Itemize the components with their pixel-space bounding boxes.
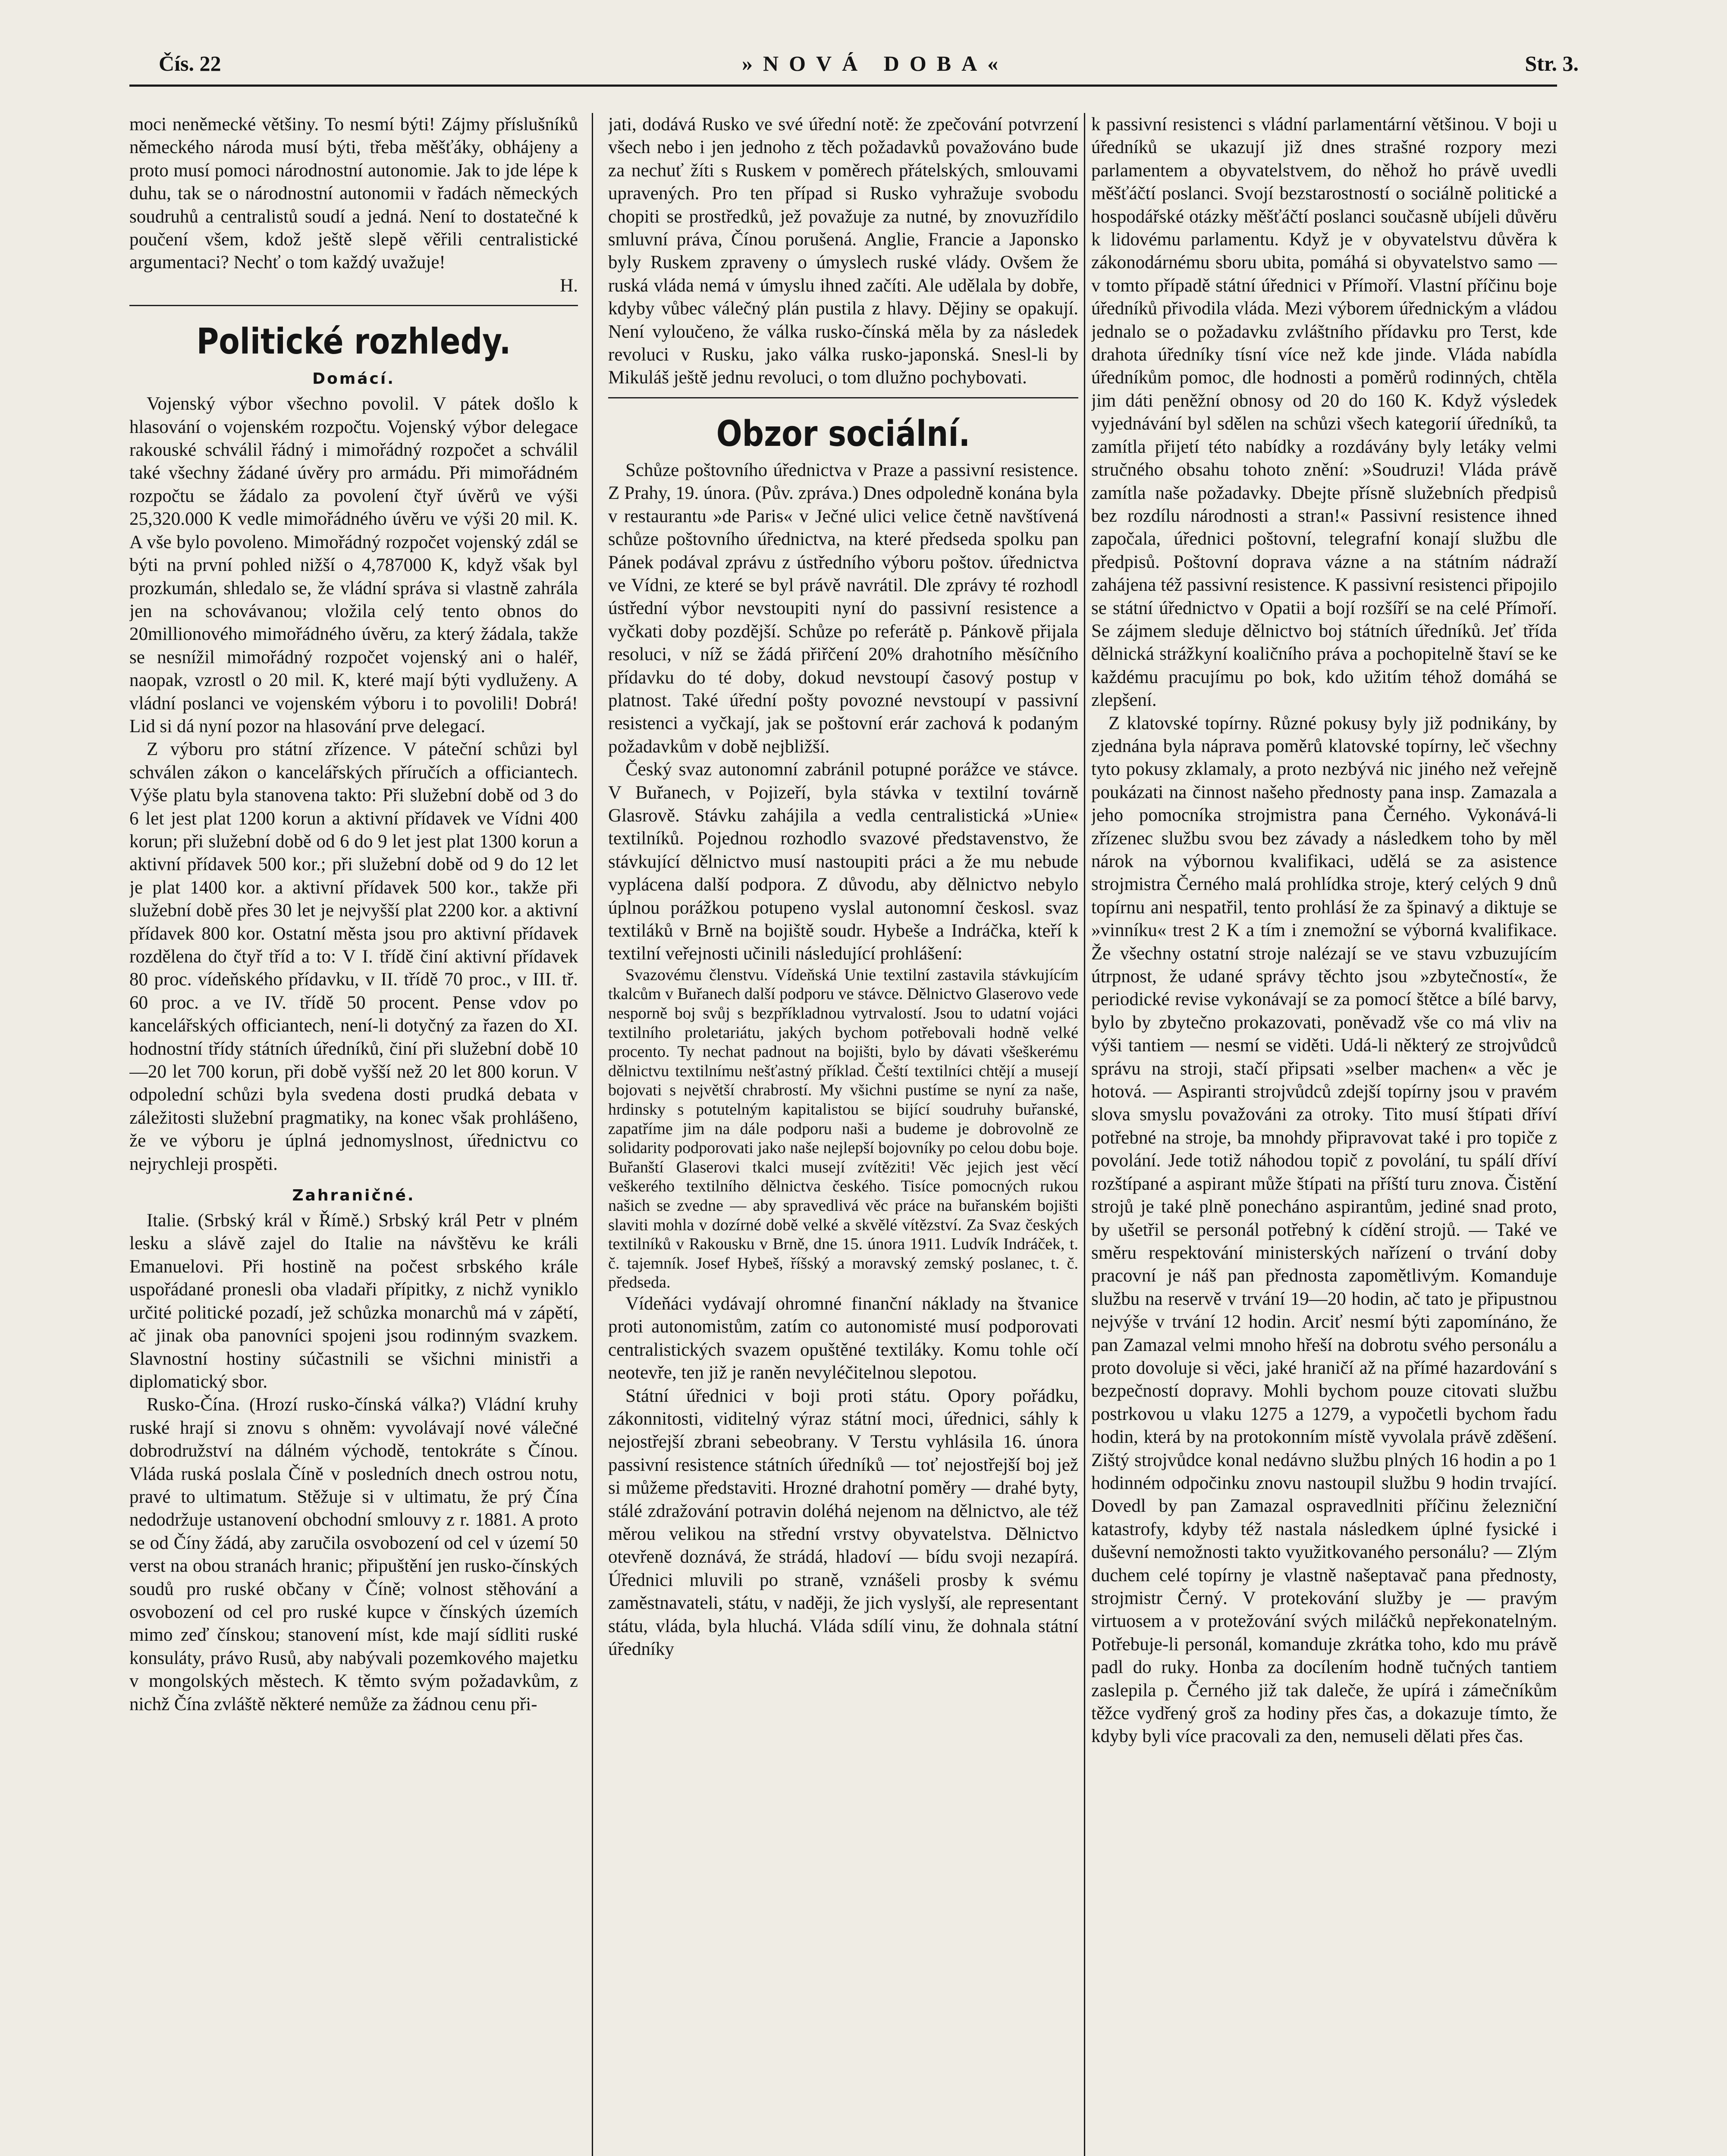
header-rule (129, 85, 1557, 87)
news-statni-zrizenci: Z výboru pro státní zřízence. V páteční schůzi byl schválen zákon o kancelářských příručích a officiantech. Výše platu byla stanovena takto: Při služební době od 3 do 6 let jest plat 1200 korun a aktivní přídavek ve Vídni 400 korun; při služební době od 6 do 9 let jest plat 1300 korun a aktivní přídavek 500 kor.; při služební době od 9 do 12 let je plat 1400 kor. a aktivní přídavek 500 kor., takže při služební době přes 30 let je nejvyšší plat 2200 kor. a aktivní přídavek 800 kor. Ostatní města jsou pro aktivní přídavek rozdělena do čtyř tříd a to: V I. třídě činí aktivní přídavek 80 proc. vídeňského přídavku, v II. třídě 70 proc., v III. tř. 60 proc. a ve IV. třídě 50 procent. Pense vdov po kancelářských officiantech, není-li dotyčný za řazen do XI. hodnostní třídy státních úředníků, činí při služební době 10—20 let 700 korun, při době vyšší než 20 let 800 korun. V odpolední schůzi byla svedena dosti prudká debata v záležitosti služební pragmatiky, na konec však prohlášeno, že ve výboru je úplná jednomyslnost, úřednictvu co nejrychleji prospěti. (129, 739, 578, 1174)
subsection-domaci: Domácí. (312, 370, 395, 388)
signature-text: H. (560, 275, 578, 296)
article-continuation: moci neněmecké většiny. To nesmí býti! Zájmy příslušníků německého národa musí býti, třeba měšťáky, obhájeny a proto musí pomoci národnostní autonomie. Jak to jde lépe k duhu, tak se o národnostní autonomii v řadách německých soudruhů a centralistů soudí a jedná. Není to dostatečné k poučení všem, kdož ještě slepě věřili centralistické argumentaci? Nechť o tom každý uvažuje! (129, 114, 578, 273)
section-title-politicke: Politické rozhledy. (196, 321, 511, 363)
section-rule (129, 305, 578, 306)
column-divider-1 (592, 113, 593, 2156)
news-rusko-cina: Rusko-Čína. (Hrozí rusko-čínská válka?) Vládní kruhy ruské hrají si znovu s ohněm: vyvolávají nové válečné dobrodružství na dálném východě, tentokráte s Čínou. Vláda ruská poslala Číně v posledních dnech ostrou notu, pravé to ultimatum. Stěžuje si v ultimatu, že prý Čína nedodržuje ustanovení obchodní smlouvy z r. 1881. A proto se od Číny žádá, aby zaručila osvobození od cel v území 50 verst na obou stranách hranic; připuštění jen rusko-čínských soudů pro ruské občany v Číně; volnost stěhování a osvobození od cel pro ruské kupce v čínských územích mimo zeď čínskou; stanovení míst, kde mají sídliti ruské konsuláty, právo Rusů, aby nabývali pozemkového majetku v mongolských městech. K těmto svým požadavkům, z nichž Čína zvláště některé nemůže za žádnou cenu při- (129, 1395, 578, 1714)
page-header (129, 51, 1583, 85)
news-vojensky-vybor: Vojenský výbor všechno povolil. V pátek došlo k hlasování o vojenském rozpočtu. Vojenský výbor delegace rakouské schválil řádný i mimořádný rozpočet a schválil také všechny žádané úvěry pro armádu. Při mimořádném rozpočtu se žádalo za povolení čtyř úvěrů ve výši 25,320.000 K vedle mimořádného úvěru ve výši 20 mil. K. A vše bylo povoleno. Mimořádný rozpočet vojenský zdál se býti na první pohled nižší o 4,787000 K, když však byl prozkumán, shledalo se, že vládní správa si vlastně zahrála jen na schovávanou; vložila celý tento obnos do 20millionového mimořádného úvěru, za který žádala, takže se nesnížil mimořádný rozpočet vojenský ani o haléř, naopak, vzrostl o 20 mil. K, které mají býti vydluženy. A vládní poslanci ve vojenském výboru i to povolili! Dobrá! Lid si dá nyní pozor na hlasování prve delegací. (129, 394, 578, 736)
news-cesky-svaz: Český svaz autonomní zabránil potupné porážce ve stávce. V Buřanech, v Pojizeří, byla stávka v textilní továrně Glasrově. Stávku zahájila a vedla centralistická »Unie« textilníků. Pojednou rozhodlo svazové představenstvo, že stávkující dělnictvo musí nastoupiti práci a že mu nebude vyplácena další podpora. Z důvodu, aby dělnictvo nebylo úplnou porážkou potupeno vyslal autonomní českosl. svaz textiláků v Brně na bojiště soudr. Hybeše a Indráčka, kteří k textilní veřejnosti učinili následující prohlášení: (608, 759, 1078, 964)
issue-number: Čís. 22 (159, 51, 221, 75)
news-postovni-urednictvo: Schůze poštovního úřednictva v Praze a passivní resistence. Z Prahy, 19. února. (Pův. zpráva.) Dnes odpoledně konána byla v restaurantu »de Paris« v Ječné ulici velice četně navštívená schůze poštovního úřednictva, na které předseda spolku pan Pánek podával zprávu z ústředního výboru poštov. úřednictva ve Vídni, ze které se byl právě navrátil. Dle zprávy té rozhodl ústřední výbor nevstoupiti nyní do passivní resistence a vyčkati doby pozdější. Schůze po referátě p. Pánkově přijala resoluci, v níž se žádá přiřčení 20% drahotního měsíčního přídavku do té doby, dokud nevstoupí časový postup v platnost. Také úřední pošty povozné nevstoupí v passivní resistenci a vyčkají, jak se poštovní erár zachová k podaným požadavkům v době nejbližší. (608, 460, 1078, 757)
news-klatovska-topirna: Z klatovské topírny. Různé pokusy byly již podnikány, by zjednána byla náprava poměrů klatovské topírny, leč všechny tyto pokusy zklamaly, a proto nezbývá nic jiného než veřejně poukázati na činnost našeho přednosty pana insp. Zamazala a jeho pomocníka strojmistra pana Černého. Vykonává-li zřízenec službu svou bez závady a následkem toho by měl nárok na výbornou kvalifikaci, udělá se za asistence strojmistra Černého malá prohlídka stroje, který celých 9 dnů topírnu ani nespatřil, tento prohlásí že za špinavý a diktuje se »vinníku« trest 2 K a tím i znemožní se výborná kvalifikace. Že všechny ostatní stroje nalézají se ve stavu vzbuzujícím útrpnost, že udané správy těchto jsou »zbytečností«, že periodické revise vykonávají se za pomocí štětce a bílé barvy, bylo by zbytečno prokazovati, poněvadž vše co má vliv na výši tantiem — nesmí se viděti. Udá-li některý ze strojvůdců správu na stroji, stačí připsati »selber machen« a věc je hotová. — Aspiranti strojvůdců zdejší topírny jsou v pravém slova smyslu považováni za otroky. Tito musí štípati dříví potřebné na stroje, ba mnohdy připravovat také i pro topiče z povolání. Jede totiž náhodou topič z povolání, tu spálí dříví rozštípané a aspirant může štípati na příští turu znova. Čistění strojů je také plně ponecháno aspirantům, jediné snad proto, by ušetřil se personál potřebný k cídění strojů. — Také ve směru respektování ministerských nařízení o trvání doby pracovní je náš pan přednosta zapomětlivým. Komanduje službu na reservě v trvání 19—20 hodin, ač tato je připustnou nejvýše v trvání 12 hodin. Arciť nesmí býti zapomínáno, že pan Zamazal velmi mnoho hřeší na dobrotu svého personálu a proto dovoluje si věci, jaké hraničí až na přímé hazardování s bezpečností dopravy. Mohli bychom pouze citovati službu postrkovou u vlaku 1275 a 1279, a vypočetli bychom řadu hodin, která by na protokonním místě vyvolala právě zděšení. Zištý strojvůdce konal nedávno službu plných 16 hodin a po 1 hodinném odpočinku znovu nastoupil službu 9 hodin trvající. Dovedl by pan Zamazal ospravedlniti příčinu železniční katastrofy, kdyby též nastala následkem úplné fysické i duševní nemožnosti takto využitkovaného personálu? — Zlým duchem celé topírny je vlastně našeptavač pana přednosty, strojmistr Černý. V protekování služby je — pravým virtuosem a v protežování svých miláčků nepřekonatelným. Potřebuje-li personál, komanduje zkrátka toho, kdo mu právě padl do ruky. Honba za docílením hodně tučných tantiem zaslepila p. Černého již tak daleče, že upírá i zámečníkům těžce vydřený groš za hodiny přes čas, a dokazuje tímto, že kdyby byli více pracovali za den, nemuseli dělati přes čas. (1091, 713, 1557, 1747)
section-rule (608, 397, 1078, 398)
page-number: Str. 3. (1525, 51, 1579, 75)
column-3 (1091, 113, 1557, 2156)
quoted-proclamation: Svazovému členstvu. Vídeňská Unie textilní zastavila stávkujícím tkalcům v Buřanech další podporu ve stávce. Dělnictvo Glaserovo vede nesporně boj svůj s bezpříkladnou vytrvalostí. Jsou to udatní vojáci textilního proletariátu, jakých bychom potřebovali hodně velké procento. Ty nechat padnout na bojišti, bylo by dávati všeškerému dělnictvu textilnímu nešťastný příklad. Čeští textilníci chtějí a musejí bojovati s největší chrabrostí. My všichni pustíme se nyní za naše, hrdinsky s potutelným kapitalistou se bijící soudruhy buřanské, zapatříme jim na dále podporu naši a budeme je dobrovolně ze solidarity podporovati jako naše nejlepší bojovníky po celou dobu boje. Buřanští Glaserovi tkalci musejí zvítěziti! Věc jejich jest věcí veškerého textilního dělnictva českého. Tisíce pomocných rukou našich se zvedne — aby spravedlivá věc práce na buřanském bojišti slaviti mohla v dozírné době velké a skvělé vítězství. Za Svaz českých textilníků v Rakousku v Brně, dne 15. února 1911. Ludvík Indráček, t. č. tajemník. Josef Hybeš, říšský a moravský zemský poslanec, t. č. předseda. (608, 965, 1078, 1292)
news-statni-urednici: Státní úřednici v boji proti státu. Opory pořádku, zákonnitosti, viditelný výraz státní moci, úřednici, sáhly k nejostřejší zbrani sebeobrany. V Terstu vyhlásila 16. února passivní resistence státních úředníků — toť nejostřejší boj jež si můžeme představiti. Hrozné drahotní poměry — drahé byty, stálé zdražování potravin doléhá nejenom na dělnictvo, ale též měrou velikou na střední vrstvy obyvatelstva. Dělnictvo otevřeně doznává, že strádá, hladoví — bídu svoji nezapírá. Úřednici mluvili po straně, vznášeli prosby k svému zaměstnavateli, státu, v naději, že jich vyslyší, ale representant státu, vláda, byla hluchá. Vláda sdílí vinu, že dohnala státní úředníky (608, 1385, 1078, 1659)
subsection-zahranicni: Zahraničné. (292, 1187, 415, 1205)
news-videnaci: Vídeňáci vydávají ohromné finanční náklady na štvanice proti autonomistům, zatím co autonomisté musí podporovati centralistických svazem opuštěné textiláky. Komu tohle očí neotevře, ten již je raněn nevyléčitelnou slepotou. (608, 1293, 1078, 1383)
article-signature (129, 274, 578, 297)
column-1 (129, 113, 578, 2156)
news-rusko-cina-continuation: jati, dodává Rusko ve své úřední notě: že zpečování potvrzení všech nebo i jen jednoho z těch požadavků považováno bude za nechuť žíti s Ruskem v poměrech přátelských, smlouvami upravených. Pro ten případ si Rusko vyhražuje svobodu chopiti se prostředků, jež považuje za nutné, by znovuzřídilo smluvní práva, Čínou porušená. Anglie, Francie a Japonsko byly Ruskem zpraveny o úmyslech ruské vlády. Ovšem že ruská vláda nemá v úmyslu ihned začíti. Ale udělala by dobře, kdyby vůbec válečný plán pustila z hlavy. Dějiny se opakují. Není vyloučeno, že válka rusko-čínská měla by za následek revoluci v Rusku, jako válka rusko-japonská. Snesl-li by Mikuláš ještě jednu revoluci, o tom dlužno pochybovati. (608, 114, 1078, 388)
section-title-obzor: Obzor sociální. (716, 413, 970, 454)
news-statni-urednici-continuation: k passivní resistenci s vládní parlamentární většinou. V boji u úředníků se ukazují již dnes strašné rozpory mezi parlamentem a obyvatelstvem, do něhož ho právě uvedli měšťáčtí poslanci. Svojí bezstarostností o sociálně politické a hospodářské otázky měšťáčtí poslanci současně ubíjeli důvěru k lidovému parlamentu. Když je v obyvatelstvu důvěra k zákonodárnému sboru ubita, pomáhá si obyvatelstvo samo — v tomto případě státní úřednici v Přímoří. Vlastní příčinu boje úředníků přivodila vláda. Mezi výborem úřednickým a vládou jednalo se o požadavku zvláštního přídavku pro Terst, kde drahota úředníky tísní více než kde jinde. Vláda nabídla úředníkům pomoc, dle hodnosti a poměrů rodinných, chtěla jim dáti peněžní obnosy od 20 do 160 K. Když výsledek vyjednávání byl sdělen na schůzi všech kategorií úředníků, ta zamítla přijetí této nabídky a rozdávány byly letáky velmi stručného obsahu tohoto znění: »Soudruzi! Vláda právě zamítla naše požadavky. Dbejte přísně služebních předpisů bez rozdílu národnosti a stran!« Passivní resistence ihned započala, úřednici poštovní, telegrafní konají službu dle předpisů. Poštovní doprava vázne a na státním nádraží zahájena též passivní resistence. K passivní resistenci připojilo se státní úřednictvo v Opatii a bojí rozšíří se na celé Přímoří. Se zájmem sleduje dělnictvo boj státních úředníků. Jeť třída dělnická strážkyní koaličního práva a pochopitelně štaví se ke každému pracujímu po bok, kdo užitím téhož domáhá se zlepšení. (1091, 114, 1557, 711)
column-divider-2 (1084, 113, 1085, 2156)
column-2 (608, 113, 1078, 2156)
masthead-title: »NOVÁ DOBA« (742, 51, 1009, 75)
news-italie: Italie. (Srbský král v Římě.) Srbský král Petr v plném lesku a slávě zajel do Italie na návštěvu ke králi Emanuelovi. Při hostině na počest srbského krále uspořádané pronesli oba vladaři přípitky, z nichž vyniklo určité politické pozadí, jež schůzka monarchů má v zápětí, ač jinak oba panovníci spojeni jsou rodinným svazkem. Slavnostní hostiny súčastnili se všichni ministři a diplomatický sbor. (129, 1210, 578, 1392)
